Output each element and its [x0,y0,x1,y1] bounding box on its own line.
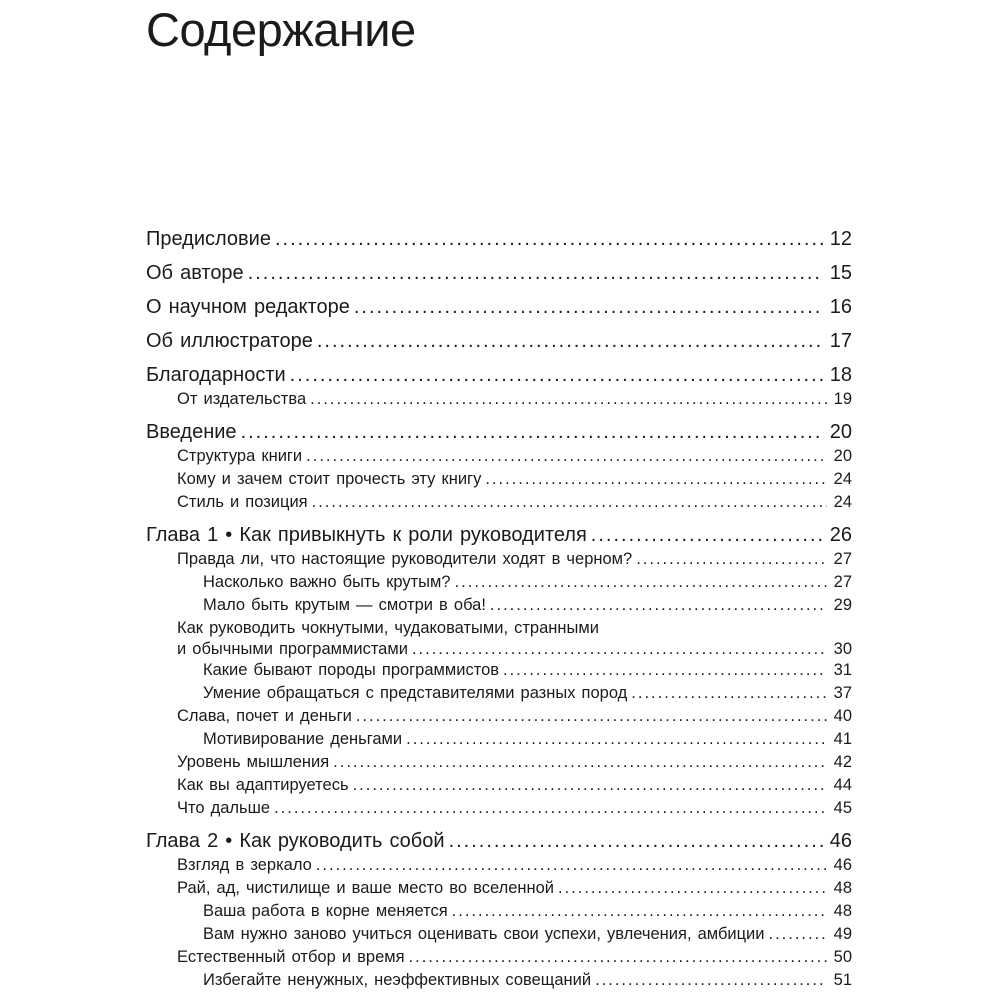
toc-entry [146,728,852,751]
page-number: 20 [833,447,852,465]
toc-entry-label: Предисловие [146,228,271,250]
page-title: Содержание [146,3,416,56]
page-number: 49 [833,925,852,943]
page-number: 16 [829,296,852,318]
toc-entry [146,491,852,514]
leader-dots [306,445,826,468]
toc-entry [146,261,852,286]
leader-dots [769,923,827,946]
page-number: 37 [833,684,852,702]
page-number: 50 [833,948,852,966]
toc-entry-label: Как руководить чокнутыми, чудаковатыми, странными [177,619,599,637]
leader-dots [241,420,823,445]
page-number: 42 [833,753,852,771]
toc-entry [146,751,852,774]
leader-dots [274,797,827,820]
toc-entry-label: Благодарности [146,364,286,386]
page-number: 31 [833,661,852,679]
toc-entry [146,900,852,923]
toc-entry [146,295,852,320]
leader-dots [317,329,823,354]
page-number: 27 [833,573,852,591]
toc-entry [146,946,852,969]
toc-list [146,227,852,992]
leader-dots [248,261,823,286]
leader-dots [636,548,826,571]
toc-entry-label: Насколько важно быть крутым? [203,573,451,591]
toc-entry [146,705,852,728]
leader-dots [455,571,827,594]
toc-entry [146,388,852,411]
toc-entry [146,829,852,854]
toc-entry-label: Об авторе [146,262,244,284]
leader-dots [485,468,826,491]
toc-entry [146,969,852,992]
toc-entry [146,877,852,900]
leader-dots [409,946,827,969]
leader-dots [490,594,827,617]
toc-entry-label: Какие бывают породы программистов [203,661,500,679]
page-number: 20 [829,421,852,443]
toc-entry-label: Уровень мышления [177,753,330,771]
leader-dots [412,640,827,659]
page-number: 17 [829,330,852,352]
page-number: 18 [829,364,852,386]
page-number: 29 [833,596,852,614]
toc-entry-label: Естественный отбор и время [177,948,405,966]
leader-dots [275,227,823,252]
toc-entry [146,923,852,946]
leader-dots [316,854,827,877]
page-number: 24 [833,470,852,488]
toc-entry [146,468,852,491]
page-number: 40 [833,707,852,725]
toc-entry-label: Рай, ад, чистилище и ваше место во вселенной [177,879,555,897]
leader-dots [333,751,826,774]
toc-entry [146,227,852,252]
leader-dots [591,523,823,548]
toc-entry [146,363,852,388]
page-number: 51 [833,971,852,989]
leader-dots [354,295,823,320]
toc-entry-label: Мало быть крутым — смотри в оба! [203,596,486,614]
toc-entry-label: Об иллюстраторе [146,330,313,352]
page-number: 30 [833,640,852,658]
toc-entry [146,420,852,445]
toc-entry-label: Как вы адаптируетесь [177,776,349,794]
toc-entry [146,659,852,682]
page-number: 26 [829,524,852,546]
page-number: 48 [833,902,852,920]
toc-entry [146,640,852,659]
toc-entry [146,854,852,877]
page-number: 24 [833,493,852,511]
toc-entry [146,329,852,354]
toc-entry [146,594,852,617]
toc-entry-label: Избегайте ненужных, неэффективных совещаний [203,971,592,989]
toc-entry-label: Что дальше [177,799,271,817]
toc-entry [146,682,852,705]
leader-dots [503,659,827,682]
leader-dots [353,774,827,797]
page-number: 46 [833,856,852,874]
toc-entry-label: От издательства [177,390,307,408]
toc-entry-label: О научном редакторе [146,296,350,318]
leader-dots [310,388,827,411]
leader-dots [452,900,827,923]
page-number: 45 [833,799,852,817]
toc-entry-label: Слава, почет и деньги [177,707,352,725]
toc-entry [146,774,852,797]
toc-entry-label: Умение обращаться с представителями разных пород [203,684,628,702]
toc-entry-label: Структура книги [177,447,303,465]
toc-entry [146,617,852,640]
page-number: 15 [829,262,852,284]
page-number: 48 [833,879,852,897]
page-number: 41 [833,730,852,748]
toc-entry-label: Стиль и позиция [177,493,308,511]
toc-entry-label: Ваша работа в корне меняется [203,902,448,920]
toc-entry [146,797,852,820]
toc-entry-label: Взгляд в зеркало [177,856,312,874]
toc-entry-label: Кому и зачем стоит прочесть эту книгу [177,470,482,488]
toc-entry-label: Правда ли, что настоящие руководители ходят в черном? [177,550,633,568]
toc-entry [146,523,852,548]
toc-entry-label: Вам нужно заново учиться оценивать свои успехи, увлечения, амбиции [203,925,765,943]
leader-dots [595,969,827,992]
leader-dots [449,829,823,854]
leader-dots [631,682,826,705]
toc-entry-label: Введение [146,421,237,443]
page-number: 12 [829,228,852,250]
leader-dots [406,728,827,751]
leader-dots [312,491,827,514]
toc-entry [146,548,852,571]
toc-entry-label: Мотивирование деньгами [203,730,403,748]
page-number: 46 [829,830,852,852]
toc-entry [146,445,852,468]
leader-dots [356,705,827,728]
page-number: 19 [833,390,852,408]
leader-dots [290,363,823,388]
toc-entry-label: Глава 1 • Как привыкнуть к роли руководителя [146,524,587,546]
page-number: 27 [833,550,852,568]
page-number: 44 [833,776,852,794]
toc-entry-label: Глава 2 • Как руководить собой [146,830,445,852]
toc-entry-label: и обычными программистами [177,640,408,658]
leader-dots [558,877,827,900]
toc-entry [146,571,852,594]
